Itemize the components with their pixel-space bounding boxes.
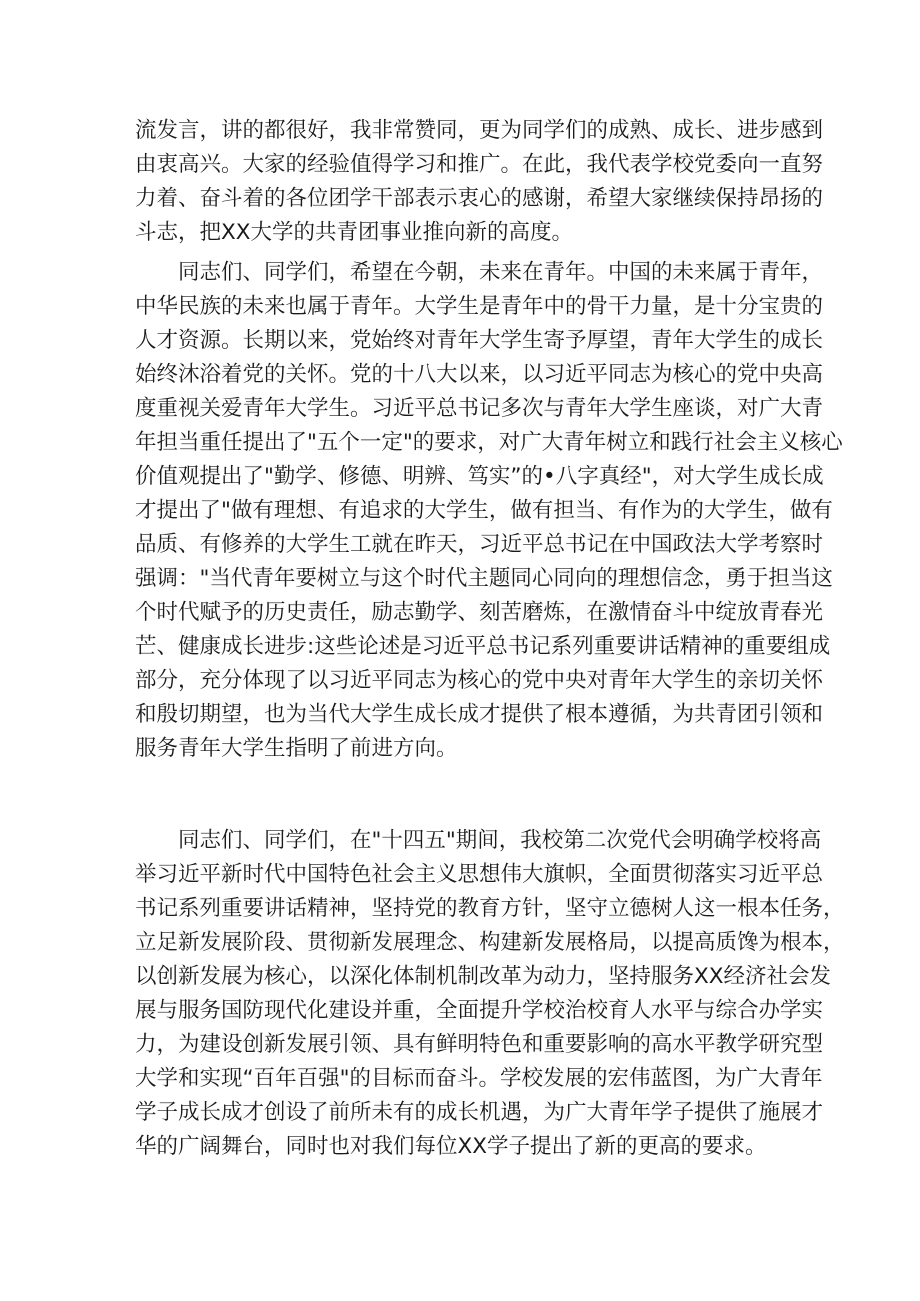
paragraph-3 [135, 824, 845, 1164]
text-line: 才提出了"做有理想、有追求的大学生，做有担当、有作为的大学生，做有 [135, 498, 833, 523]
text-line: 斗志，把XX大学的共青团事业推向新的高度。 [135, 220, 573, 245]
text-line: 品质、有修养的大学生工就在昨天，习近平总书记在中国政法大学考察时 [135, 532, 824, 557]
text-line: 华的广阔舞台，同时也对我们每位XX学子提出了新的更高的要求。 [135, 1134, 767, 1159]
paragraph-2 [135, 256, 843, 766]
text-line: 流发言，讲的都很好，我非常赞同，更为同学们的成熟、成长、进步感到 [135, 118, 824, 143]
text-line: 力着、奋斗着的各位团学干部表示衷心的感谢，希望大家继续保持昂扬的 [135, 186, 824, 211]
text-line: 学子成长成才创设了前所未有的成长机遇，为广大青年学子提供了施展才 [135, 1100, 824, 1125]
text-line: 同志们、同学们，希望在今朝，未来在青年。中国的未来属于青年， [135, 260, 824, 285]
text-line: 度重视关爱青年大学生。习近平总书记多次与青年大学生座谈，对广大青 [135, 396, 824, 421]
text-line: 价值观提出了"勤学、修德、明辨、笃实”的•八字真经"，对大学生成长成 [135, 464, 824, 489]
text-line: 部分，充分体现了以习近平同志为核心的党中央对青年大学生的亲切关怀 [135, 668, 824, 693]
text-line: 人才资源。长期以来，党始终对青年大学生寄予厚望，青年大学生的成长 [135, 328, 824, 353]
text-line: 年担当重任提出了"五个一定"的要求，对广大青年树立和践行社会主义核心 [135, 430, 843, 455]
text-line: 和殷切期望，也为当代大学生成长成才提供了根本遵循，为共青团引领和 [135, 702, 824, 727]
text-line: 芒、健康成长进步:这些论述是习近平总书记系列重要讲话精神的重要组成 [135, 634, 831, 659]
text-line: 个时代赋予的历史责任，励志勤学、刻苦磨炼，在激情奋斗中绽放青春光 [135, 600, 824, 625]
text-line: 展与服务国防现代化建设并重，全面提升学校治校育人水平与综合办学实 [135, 998, 824, 1023]
text-line: 以创新发展为核心，以深化体制机制改革为动力，坚持服务XX经济社会发 [135, 964, 831, 989]
paragraph-1 [135, 114, 824, 250]
text-line: 中华民族的未来也属于青年。大学生是青年中的骨干力量，是十分宝贵的 [135, 294, 824, 319]
text-line: 力，为建设创新发展引领、具有鲜明特色和重要影响的高水平教学研究型 [135, 1032, 824, 1057]
text-line: 立足新发展阶段、贯彻新发展理念、构建新发展格局，以提高质馋为根本， [135, 930, 845, 955]
text-line: 始终沐浴着党的关怀。党的十八大以来，以习近平同志为核心的党中央高 [135, 362, 824, 387]
text-line: 由衷高兴。大家的经验值得学习和推广。在此，我代表学校党委向一直努 [135, 152, 824, 177]
text-line: 同志们、同学们，在"十四五"期间，我校第二次党代会明确学校将高 [135, 828, 822, 853]
text-line: 书记系列重要讲话精神，坚持党的教育方针，坚守立德树人这一根本任务， [135, 896, 845, 921]
text-line: 强调："当代青年要树立与这个时代主题同心同向的理想信念，勇于担当这 [135, 566, 833, 591]
text-line: 举习近平新时代中国特色社会主义思想伟大旗帜，全面贯彻落实习近平总 [135, 862, 824, 887]
text-line: 大学和实现“百年百强"的目标而奋斗。学校发展的宏伟蓝图，为广大青年 [135, 1066, 823, 1091]
text-line: 服务青年大学生指明了前进方向。 [135, 736, 458, 761]
